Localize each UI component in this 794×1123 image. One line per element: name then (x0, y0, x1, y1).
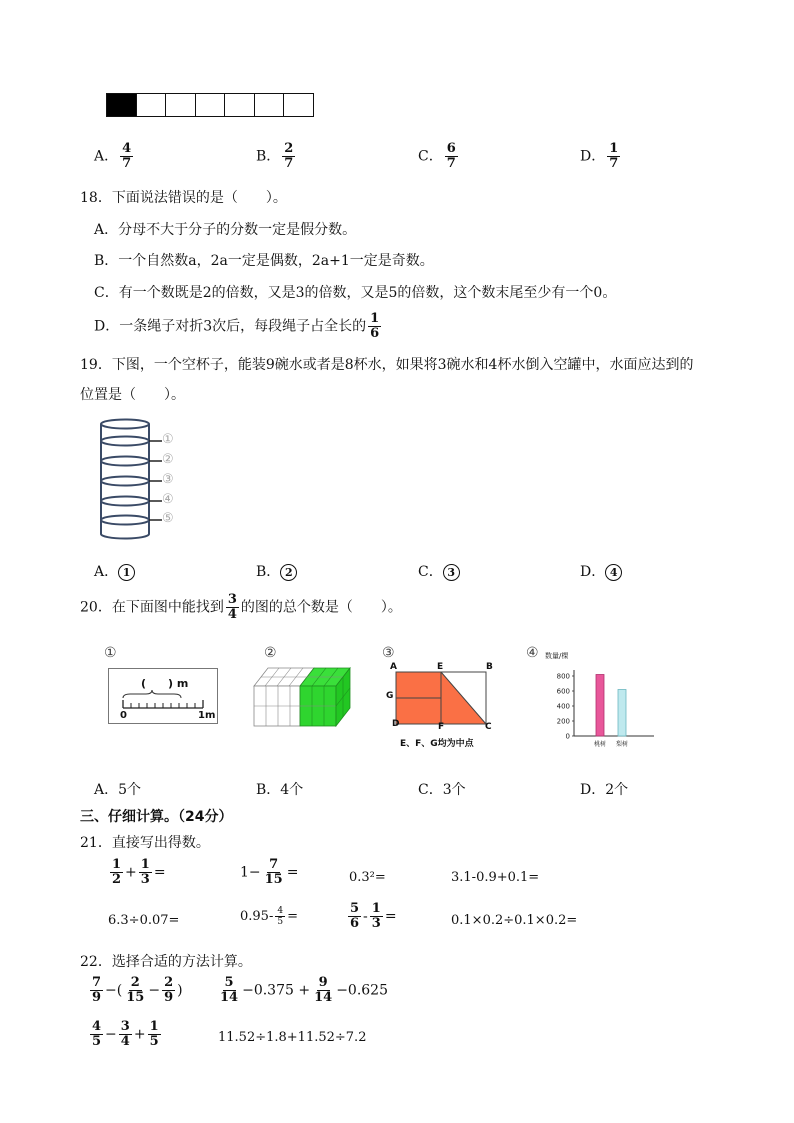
bar-chart-ylabel: 数量/棵 (545, 652, 569, 660)
q19-option-b[interactable]: B． 2 (256, 561, 297, 581)
q20-option-d[interactable]: D．2个 (580, 782, 629, 798)
fraction-strip (106, 93, 314, 117)
rect-point-c: C (485, 722, 492, 732)
ruler-zero: 0 (120, 710, 127, 721)
cylinder-mark-1: ① (162, 432, 174, 447)
strip-cell (196, 94, 226, 116)
q17-option-c[interactable]: C． $\frac{6}{7}$ (418, 141, 456, 171)
rect-point-e: E (437, 662, 444, 672)
bar-chart-tick-label: 400 (556, 702, 570, 711)
q20-option-b[interactable]: B．4个 (256, 782, 304, 798)
q19-option-d[interactable]: D． 4 (580, 561, 622, 581)
rect-point-d: D (392, 719, 400, 729)
q21-expr-6: 0.95- $\frac{4}{5}$ = (240, 906, 298, 927)
bar-chart-bar (618, 690, 626, 737)
cylinder-mark-3: ③ (162, 472, 174, 487)
q17-option-b[interactable]: B． $\frac{2}{7}$ (256, 141, 294, 171)
bar-chart-category-label: 梨树 (615, 741, 629, 748)
q22-expr-4: 11.52÷1.8+11.52÷7.2 (218, 1030, 367, 1045)
figure-label-4: ④ (526, 645, 539, 661)
q18-option-d[interactable]: D．一条绳子对折3次后，每段绳子占全长的 $\frac{1}{6}$ (94, 311, 380, 341)
q18-option-c[interactable]: C．有一个数既是2的倍数，又是3的倍数，又是5的倍数，这个数末尾至少有一个0。 (94, 285, 617, 301)
q17-option-d[interactable]: D． $\frac{1}{7}$ (580, 141, 619, 171)
strip-cell (284, 94, 313, 116)
q20-option-a[interactable]: A．5个 (94, 782, 142, 798)
bar-chart (540, 660, 660, 754)
strip-cell (225, 94, 255, 116)
q22-expr-2: $\frac{5}{14}$ −0.375 + $\frac{9}{14}$ −0.625 (220, 975, 388, 1005)
q22-expr-1: $\frac{7}{9}$ −( $\frac{2}{15}$ − $\frac{2}{9}$ ) (92, 975, 183, 1005)
ruler-blank-label: ( ) m (141, 677, 189, 690)
q19-option-a[interactable]: A． 1 (94, 561, 135, 581)
cylinder-mark-5: ⑤ (162, 511, 174, 526)
q21-expr-7: $\frac{5}{6}$ - $\frac{1}{3}$ = (350, 901, 397, 931)
section-3-title: 三、仔细计算。（24分） (80, 809, 233, 825)
cylinder-mark-4: ④ (162, 492, 174, 507)
rect-point-f: F (438, 722, 445, 732)
strip-cell (137, 94, 167, 116)
q21-expr-5: 6.3÷0.07= (108, 913, 180, 928)
rect-point-a: A (390, 662, 397, 672)
bar-chart-tick-label: 600 (556, 687, 570, 696)
bar-chart-tick-label: 800 (556, 672, 570, 681)
cylinder-figure (96, 414, 196, 548)
q19-stem-line2: 位置是（ ）。 (80, 387, 185, 403)
cube-block-figure (250, 666, 354, 728)
q21-expr-1: $\frac{1}{2}$ + $\frac{1}{3}$ = (112, 857, 166, 887)
q17-option-a[interactable]: A． $\frac{4}{7}$ (94, 141, 132, 171)
figure-label-1: ① (104, 645, 117, 661)
q20-option-c[interactable]: C．3个 (418, 782, 466, 798)
bar-chart-category-label: 桃树 (593, 741, 607, 748)
q21-stem: 21．直接写出得数。 (80, 835, 210, 851)
bar-chart-bar (596, 675, 604, 737)
ruler-end: 1m (198, 710, 216, 721)
bar-chart-tick-label: 0 (565, 732, 570, 741)
strip-cell (255, 94, 285, 116)
q21-expr-2: 1− $\frac{7}{15}$ = (240, 857, 299, 887)
q22-expr-3: $\frac{4}{5}$ − $\frac{3}{4}$ + $\frac{1}{5}$ (92, 1019, 159, 1049)
rect-point-b: B (486, 662, 493, 672)
q19-option-c[interactable]: C． 3 (418, 561, 460, 581)
q20-stem: 20．在下面图中能找到 $\frac{3}{4}$ 的图的总个数是（ ）。 (80, 592, 402, 622)
strip-cell (166, 94, 196, 116)
q21-expr-8: 0.1×0.2÷0.1×0.2= (451, 913, 578, 928)
bar-chart-tick-label: 200 (556, 717, 570, 726)
q18-option-b[interactable]: B．一个自然数a，2a一定是偶数，2a+1一定是奇数。 (94, 253, 434, 269)
q18-option-a[interactable]: A．分母不大于分子的分数一定是假分数。 (94, 222, 357, 238)
figure-label-3: ③ (382, 645, 395, 661)
q22-stem: 22．选择合适的方法计算。 (80, 954, 252, 970)
rect-note: E、F、G均为中点 (400, 739, 474, 749)
rect-point-g: G (386, 691, 394, 701)
strip-cell-shaded (107, 94, 137, 116)
cylinder-mark-2: ② (162, 452, 174, 467)
q21-expr-4: 3.1-0.9+0.1= (451, 870, 540, 885)
q18-stem: 18．下面说法错误的是（ ）。 (80, 190, 287, 206)
q19-stem-line1: 19．下图，一个空杯子，能装9碗水或者是8杯水，如果将3碗水和4杯水倒入空罐中，水面应达到的 (80, 357, 694, 373)
q21-expr-3: 0.3²= (349, 870, 386, 885)
figure-label-2: ② (264, 645, 277, 661)
